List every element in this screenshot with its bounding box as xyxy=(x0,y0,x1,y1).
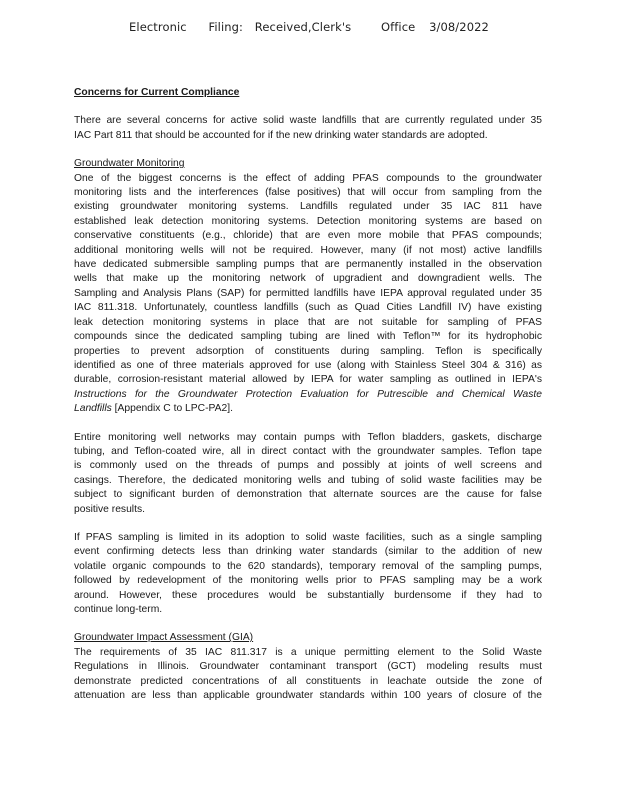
text-line xyxy=(74,402,542,416)
text-line: monitoring lists and the interferences (false positives) that will occur from sampling from the xyxy=(74,187,542,199)
teflon-paragraph xyxy=(74,431,542,517)
text-line: IAC 811.318. Unfortunately, countless landfills (such as Quad Cities Landfill IV) have existing xyxy=(74,302,542,314)
text-line: positive results. xyxy=(74,503,145,515)
text-line: leak detection monitoring systems in place that are not suitable for sampling of PFAS xyxy=(74,316,542,328)
filing-stamp xyxy=(0,20,618,34)
text-line: There are several concerns for active solid waste landfills that are currently regulated under 35 xyxy=(74,115,542,127)
gia-section xyxy=(74,631,542,703)
text-line: followed by redevelopment of the monitoring wells prior to PFAS sampling may be a work xyxy=(74,575,542,587)
text-line: subject to significant burden of demonstration that alternate sources are the cause for false xyxy=(74,489,542,501)
text-line: established leak detection monitoring systems. Detection monitoring systems are based on xyxy=(74,215,542,227)
text-line: wells that make up the monitoring network of upgradient and downgradient wells. The xyxy=(74,273,542,285)
text-line: identified as one of three materials approved for use (along with Stainless Steel 304 & 316) as xyxy=(74,359,542,371)
appendix-reference: [Appendix C to LPC-PA2]. xyxy=(111,403,233,415)
text-line: existing groundwater monitoring systems. Landfills regulated under 35 IAC 811 have xyxy=(74,201,542,213)
text-line: Sampling and Analysis Plans (SAP) for permitted landfills have IEPA approval regulated under 35 xyxy=(74,287,542,299)
text-line: demonstrate predicted concentrations of all constituents in leachate outside the zone of xyxy=(74,675,542,687)
text-line-italic: Instructions for the Groundwater Protection Evaluation for Putrescible and Chemical Waste xyxy=(74,388,542,400)
pfas-sampling-paragraph xyxy=(74,531,542,617)
text-line: around. However, these procedures would be substantially burdensome if they had to xyxy=(74,589,542,601)
text-line: tubing, and Teflon-coated wire, all in direct contact with the groundwater samples. Teflon tape xyxy=(74,445,542,457)
stamp-received: Received,Clerk's xyxy=(254,20,352,34)
italic-landfills: Landfills xyxy=(74,403,112,415)
stamp-date: 3/08/2022 xyxy=(429,20,489,34)
text-line: attenuation are less than applicable groundwater standards within 100 years of closure of the xyxy=(74,690,542,702)
text-line: conservative constituents (e.g., chloride) that are even more mobile that PFAS compounds; xyxy=(74,230,542,242)
text-line: have dedicated submersible sampling pumps that are permanently installed in the observation xyxy=(74,259,542,271)
document-body xyxy=(74,86,542,717)
text-line: compounds since the dedicated sampling tubing are lined with Teflon™ for its hydrophobic xyxy=(74,331,542,343)
text-line: One of the biggest concerns is the effect of adding PFAS compounds to the groundwater xyxy=(74,172,542,184)
text-line: casings. Therefore, the dedicated monitoring wells and tubing of solid waste facilities may be xyxy=(74,474,542,486)
text-line: Regulations in Illinois. Groundwater contaminant transport (GCT) modeling results must xyxy=(74,661,542,673)
gw-monitoring-title: Groundwater Monitoring xyxy=(74,158,185,170)
stamp-filing: Filing: xyxy=(208,20,244,34)
gia-title: Groundwater Impact Assessment (GIA) xyxy=(74,632,254,644)
text-line: continue long-term. xyxy=(74,604,163,615)
text-line: additional monitoring wells will not be required. However, many (if not most) active landfills xyxy=(74,244,542,256)
text-line: volatile organic compounds to the 620 standards), temporary removal of the sampling pumps, xyxy=(74,560,542,572)
text-line: properties to prevent adsorption of constituents during sampling. Teflon is specifically xyxy=(74,345,542,357)
text-line: Entire monitoring well networks may contain pumps with Teflon bladders, gaskets, discharge xyxy=(74,431,542,443)
text-line: The requirements of 35 IAC 811.317 is a unique permitting element to the Solid Waste xyxy=(74,646,542,658)
gw-monitoring-section xyxy=(74,157,542,416)
text-line: event confirming detects less than drinking water standards (similar to the addition of new xyxy=(74,546,542,558)
text-line: If PFAS sampling is limited in its adoption to solid waste facilities, such as a single sampling xyxy=(74,531,542,543)
text-line: durable, corrosion-resistant material allowed by IEPA for water sampling as outlined in IEPA's xyxy=(74,374,542,386)
section-heading: Concerns for Current Compliance xyxy=(74,87,240,98)
text-line: is commonly used on the threads of pumps and possibly at joints of well screens and xyxy=(74,460,542,472)
text-line: IAC Part 811 that should be accounted for if the new drinking water standards are adopted. xyxy=(74,129,488,141)
intro-paragraph xyxy=(74,114,542,143)
stamp-electronic: Electronic xyxy=(129,20,187,34)
stamp-office: Office xyxy=(380,20,416,34)
